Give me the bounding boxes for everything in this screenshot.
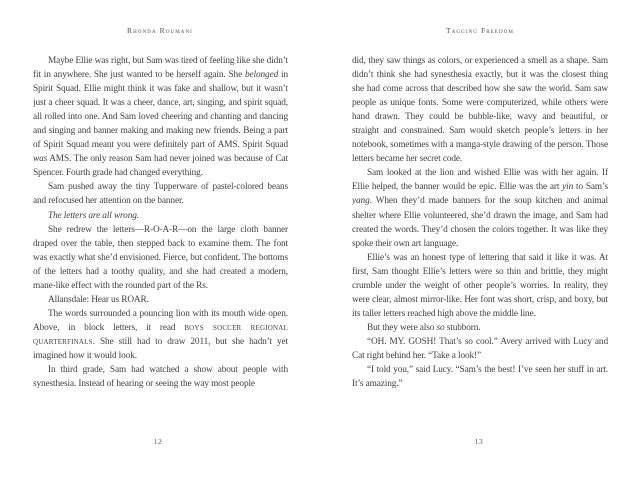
paragraph xyxy=(352,321,608,335)
page-text xyxy=(33,54,288,426)
page-text xyxy=(352,54,608,426)
text-run: Sam looked at the lion and wished Ellie was with her again. If Ellie helped, the banner would be epic. Ellie was the art xyxy=(352,168,608,193)
text-run: She redrew the letters—R-O-A-R—on the large cloth banner draped over the table, then stepped back to examine them. The font was exactly what she’d envisioned. Fierce, but confident. The bottoms of the letters had a toothy quality, and she had created a modern, mane-like effect with the rounded part of the Rs. xyxy=(33,224,288,291)
text-run: in Spirit Squad. Ellie might think it was fake and shallow, but it wasn’t just a cheer squad. It was a cheer, dance, art, singing, and spirit squad, all rolled into one. And Sam loved cheering and chanting and dancing and singing and banner making and making new friends. Being a part of Spirit Squad meant you were definitely part of AMS. Spirit Squad xyxy=(33,70,288,151)
text-run: so xyxy=(436,322,445,333)
text-run: . When they’d made banners for the soup kitchen and animal shelter where Ellie volunteered, she’d drawn the image, and Sam had created the words. They’d chosen the colors together. It was like they spoke their own art language. xyxy=(352,196,608,249)
text-run: to Sam’s xyxy=(573,182,608,193)
text-run: yin xyxy=(562,182,574,193)
running-header-title: Tagging Freedom xyxy=(446,26,514,35)
paragraph xyxy=(352,54,608,166)
text-run: . She still had to draw 2011, but she hadn’t yet imagined how it would look. xyxy=(33,336,288,361)
paragraph xyxy=(352,335,608,363)
paragraph xyxy=(352,251,608,321)
text-run: belonged xyxy=(244,70,279,81)
paragraph xyxy=(33,223,288,293)
paragraph xyxy=(352,166,608,250)
paragraph xyxy=(352,363,608,391)
page-number: 12 xyxy=(153,437,163,446)
text-run: yang xyxy=(352,196,370,207)
paragraph xyxy=(33,54,288,180)
text-run: was xyxy=(33,154,48,165)
text-run: AMS. The only reason Sam had never joined was because of Cat Spencer. Fourth grade had changed everything. xyxy=(33,154,288,179)
text-run: Maybe Ellie was right, but Sam was tired of feeling like she didn’t fit in anywhere. She just wanted to be herself again. She xyxy=(33,56,288,81)
text-run: did, they saw things as colors, or experienced a smell as a shape. Sam didn’t think she had synesthesia exactly, but it was the closest thing she had come across that described how she saw the world. Sam saw people as unique fonts. Some were computerized, while others were hand drawn. They could be bubble-like, wavy and beautiful, or straight and constrained. Sam would sketch people’s letters in her notebook, sometimes with a manga-style drawing of the person. Those letters became her secret code. xyxy=(352,56,608,165)
text-run: Ellie’s was an honest type of lettering that said it like it was. At first, Sam thought Ellie’s letters were so thin and brittle, they might crumble under the weight of other people’s worries. In reality, they were clear, almost mirror-like. Her font was short, crisp, and boxy, but its taller letters reached high above the middle line. xyxy=(352,252,608,319)
paragraph xyxy=(33,293,288,307)
paragraph xyxy=(33,209,288,223)
text-run: The letters are all wrong. xyxy=(48,210,139,221)
page-number: 13 xyxy=(474,437,484,446)
text-run: “I told you,” said Lucy. “Sam’s the best! I’ve seen her stuff in art. It’s amazing.” xyxy=(352,365,608,390)
text-run: Allansdale: Hear us ROAR. xyxy=(48,294,149,305)
running-header-author: Rhonda Roumani xyxy=(127,26,193,35)
text-run: “OH. MY. GOSH! That’s so cool.” Avery arrived with Lucy and Cat right behind her. “Take a look!” xyxy=(352,336,608,361)
text-run: stubborn. xyxy=(444,322,481,333)
text-run: In third grade, Sam had watched a show about people with synesthesia. Instead of hearing or seeing the way most people xyxy=(33,365,288,390)
text-run: But they were also xyxy=(367,322,437,333)
text-run: The words surrounded a pouncing lion with its mouth wide open. Above, in block letters, it read xyxy=(33,308,288,333)
paragraph xyxy=(33,180,288,208)
text-run: Sam pushed away the tiny Tupperware of pastel-colored beans and refocused her attention on the banner. xyxy=(33,182,288,207)
paragraph xyxy=(33,307,288,363)
right-page xyxy=(320,0,640,480)
text-run: boys soccer regional quarterfinals xyxy=(33,322,288,347)
paragraph xyxy=(33,363,288,391)
